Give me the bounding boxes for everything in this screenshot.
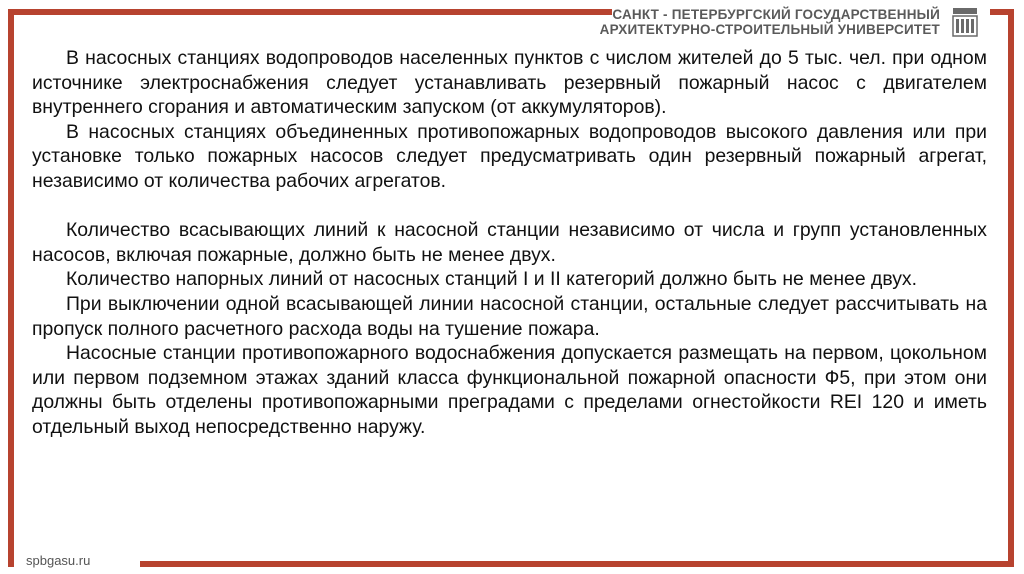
building-logo-icon [952, 7, 978, 37]
paragraph-station-placement: Насосные станции противопожарного водоснабжения допускается размещать на первом, цокольном или первом подземном этажах зданий класса функциональной пожарной опасности Ф5, при этом они должны быть отделены противопожарными преградами с пределами огнестойкости REI 120 и иметь отдельный выход непосредственно наружу. [32, 342, 987, 438]
footer-site-link[interactable]: spbgasu.ru [26, 553, 91, 568]
frame-right-border [1008, 9, 1014, 567]
university-header [599, 4, 980, 38]
frame-left-border [8, 9, 14, 567]
paragraph-pressure-lines: Количество напорных линий от насосных станций I и II категорий должно быть не менее двух. [66, 268, 917, 291]
slide-body [32, 46, 987, 440]
university-name-line2: АРХИТЕКТУРНО-СТРОИТЕЛЬНЫЙ УНИВЕРСИТЕТ [599, 22, 940, 37]
paragraph-suction-lines: Количество всасывающих линий к насосной станции независимо от числа и групп установленных насосов, включая пожарные, должно быть не менее двух. [32, 219, 987, 266]
frame-bottom-border [140, 561, 1014, 567]
frame-top-border-left [8, 9, 612, 15]
paragraph-reserve-pump: В насосных станциях водопроводов населенных пунктов с числом жителей до 5 тыс. чел. при одном источнике электроснабжения следует устанавливать резервный пожарный насос с двигателем внутреннего сгорания и автоматическим запуском (от аккумуляторов). [32, 47, 987, 119]
paragraph-reserve-unit: В насосных станциях объединенных противопожарных водопроводов высокого давления или при установке только пожарных насосов следует предусматривать один резервный пожарный агрегат, независимо от количества рабочих агрегатов. [32, 120, 987, 192]
university-name-line1: САНКТ - ПЕТЕРБУРГСКИЙ ГОСУДАРСТВЕННЫЙ [612, 7, 940, 22]
paragraph-line-shutdown: При выключении одной всасывающей линии насосной станции, остальные следует рассчитывать на пропуск полного расчетного расхода воды на тушение пожара. [32, 292, 987, 340]
